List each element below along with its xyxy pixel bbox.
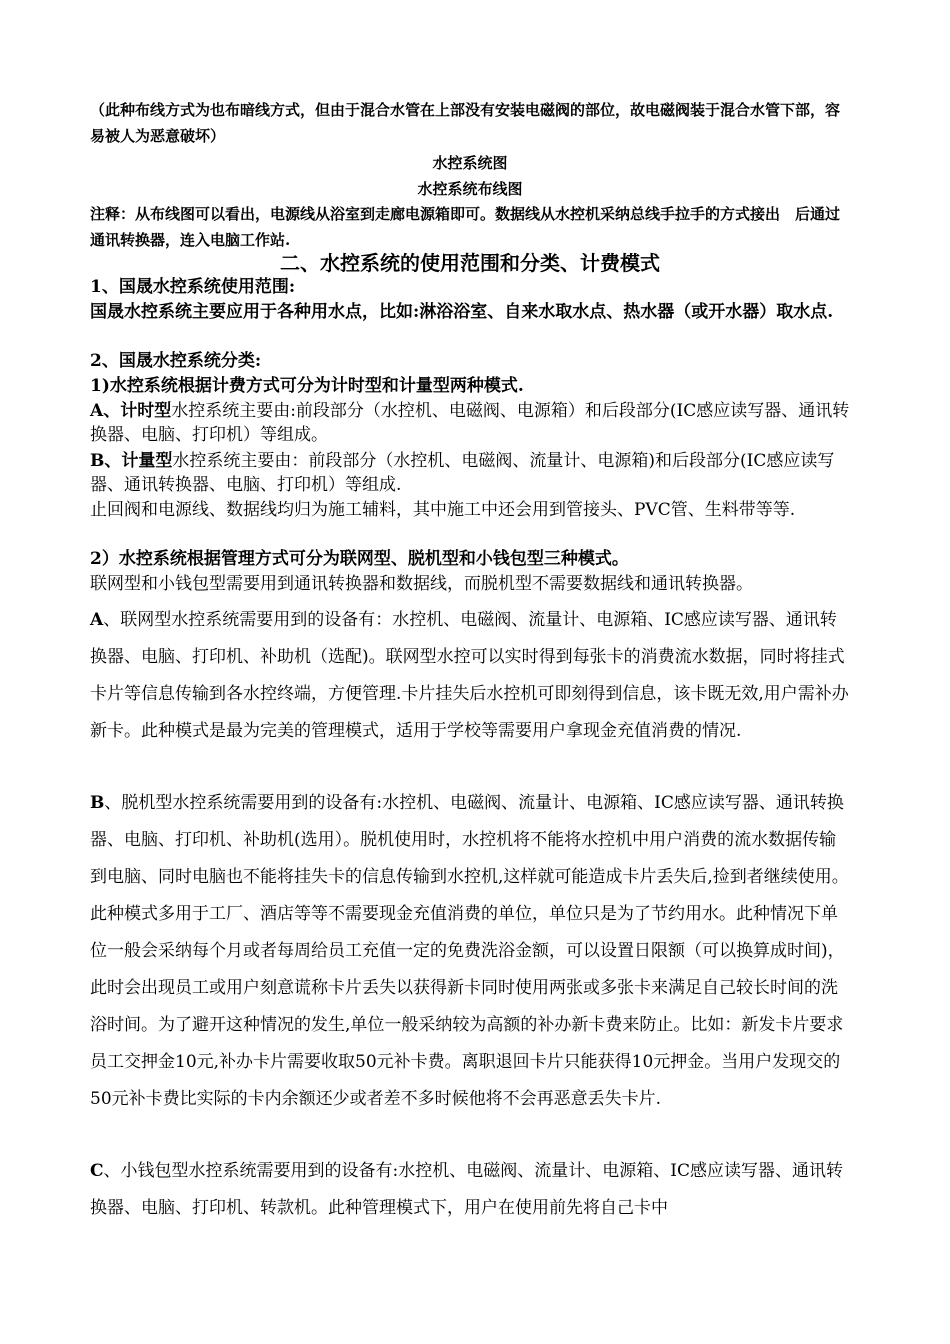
offline-type-text: 、脱机型水控系统需要用到的设备有:水控机、电磁阀、流量计、电源箱、IC感应读写器、通讯转换器、电脑、打印机、补助机(选用）。脱机使用时，水控机将不能将水控机中用户消费的流水数据传输到电脑、同时电脑也不能将挂失卡的信息传输到水控机,这样就可能造成卡片丢失后,捡到者继续使用。此种模式多用于工厂、酒店等等不需要现金充值消费的单位，单位只是为了节约用水。此种情况下单位一般会采纳每个月或者每周给员工充值一定的免费洗浴金额，可以设置日限额（可以换算成时间)，此时会出现员工或用户刻意谎称卡片丢失以获得新卡同时使用两张或多张卡来满足自己较长时间的洗浴时间。为了避开这种情况的发生,单位一般采纳较为高额的补办新卡费来防止。比如：新发卡片要求员工交押金10元,补办卡片需要收取50元补卡费。离职退回卡片只能获得10元押金。当用户发现交的50元补卡费比实际的卡内余额还少或者差不多时候他将不会再恶意丢失卡片. — [90, 793, 849, 1109]
metered-type-label: B、计量型 — [90, 451, 173, 471]
wiring-note: 注释：从布线图可以看出，电源线从浴室到走廊电源箱即可。数据线从水控机采纳总线手拉手的方式接出 后通过通讯转换器，连入电脑工作站. — [90, 205, 841, 249]
networked-type-label: A — [90, 610, 104, 630]
metered-type-paragraph — [90, 449, 850, 497]
figure-caption-2: 水控系统布线图 — [417, 180, 523, 198]
timed-type-paragraph — [90, 399, 850, 447]
management-mode-subheading: 2）水控系统根据管理方式可分为联网型、脱机型和小钱包型三种模式。 — [90, 549, 629, 569]
auxiliary-materials-paragraph: 止回阀和电源线、数据线均归为施工辅料，其中施工中还会用到管接头、PVC管、生料带等等. — [90, 500, 796, 520]
section-title: 二、水控系统的使用范围和分类、计费模式 — [280, 251, 660, 275]
usage-body: 国晟水控系统主要应用于各种用水点，比如:淋浴浴室、自来水取水点、热水器（或开水器）取水点. — [90, 302, 834, 322]
wallet-type-text: 、小钱包型水控系统需要用到的设备有:水控机、电磁阀、流量计、电源箱、IC感应读写器、通讯转换器、电脑、打印机、转款机。此种管理模式下，用户在使用前先将自己卡中 — [90, 1161, 843, 1218]
usage-heading: 1、国晟水控系统使用范围: — [90, 277, 296, 297]
figure-caption-1: 水控系统图 — [432, 154, 508, 172]
note-top: （此种布线方式为也布暗线方式，但由于混合水管在上部没有安装电磁阀的部位，故电磁阀装于混合水管下部，容易被人为恶意破坏） — [90, 101, 841, 145]
classification-heading: 2、国晟水控系统分类: — [90, 351, 262, 371]
wallet-type-label: C — [90, 1161, 104, 1181]
networked-type-text: 、联网型水控系统需要用到的设备有：水控机、电磁阀、流量计、电源箱、IC感应读写器、通讯转换器、电脑、打印机、补助机（选配)。联网型水控可以实时得到每张卡的消费流水数据，同时将挂式卡片等信息传输到各水控终端，方便管理.卡片挂失后水控机可即刻得到信息，该卡既无效,用户需补办新卡。此种模式是最为完美的管理模式，适用于学校等需要用户拿现金充值消费的情况. — [90, 610, 849, 741]
billing-mode-subheading: 1)水控系统根据计费方式可分为计时型和计量型两种模式. — [90, 376, 524, 396]
management-mode-intro: 联网型和小钱包型需要用到通讯转换器和数据线，而脱机型不需要数据线和通讯转换器。 — [90, 574, 753, 594]
offline-type-label: B — [90, 793, 105, 813]
timed-type-label: A、计时型 — [90, 401, 172, 421]
timed-type-text: 水控系统主要由:前段部分（水控机、电磁阀、电源箱）和后段部分(IC感应读写器、通讯转换器、电脑、打印机）等组成。 — [90, 401, 850, 445]
networked-type-paragraph — [90, 602, 850, 750]
offline-type-paragraph — [90, 785, 850, 1118]
metered-type-text: 水控系统主要由：前段部分（水控机、电磁阀、流量计、电源箱)和后段部分(IC感应读写器、通讯转换器、电脑、打印机）等组成. — [90, 451, 835, 495]
wallet-type-paragraph — [90, 1153, 850, 1227]
